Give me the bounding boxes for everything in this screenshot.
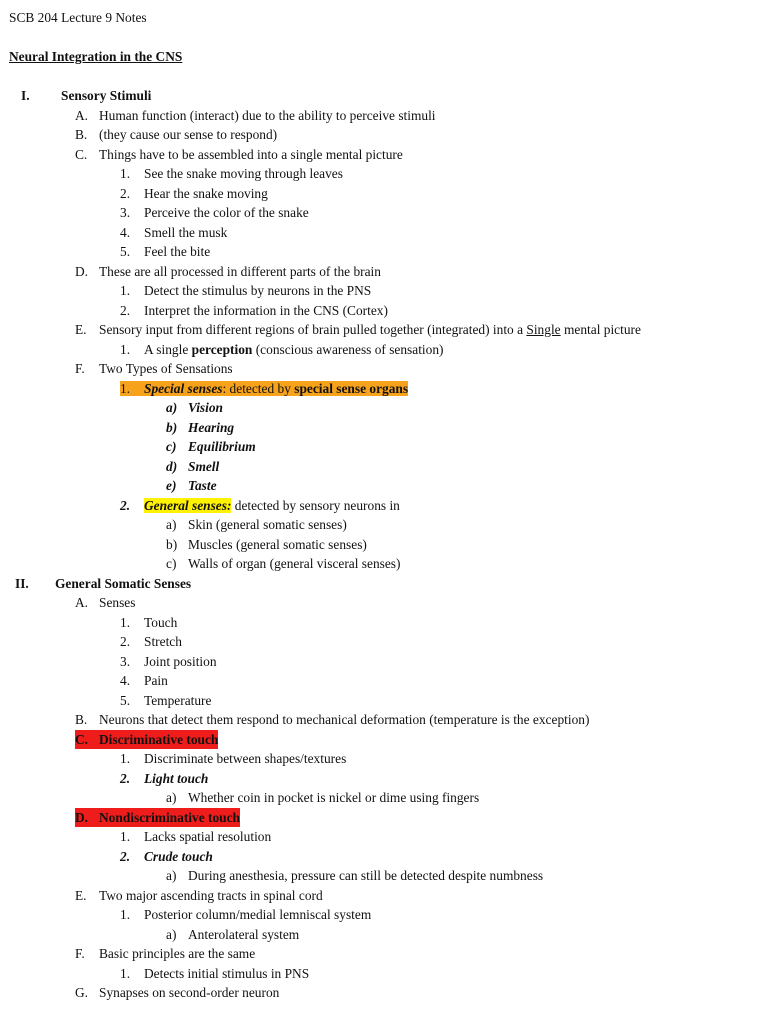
outline-item: E. Sensory input from different regions of brain pulled together (integrated) into a Single mental picture	[75, 322, 641, 337]
outline-subitem: 1. Detects initial stimulus in PNS	[120, 965, 310, 981]
outline-subitem: 2. Stretch	[120, 634, 182, 649]
outline-subsubitem: a) Skin (general somatic senses)	[166, 517, 347, 532]
outline-subitem: 4. Pain	[120, 673, 168, 688]
outline-item: C. Things have to be assembled into a single mental picture	[75, 146, 403, 162]
highlight-orange: 1. Special senses: detected by special sense organs	[120, 380, 409, 396]
outline-subitem: 5. Feel the bite	[120, 244, 211, 259]
outline-item: A. Human function (interact) due to the ability to perceive stimuli	[75, 107, 436, 123]
outline-item: D. These are all processed in different parts of the brain	[75, 263, 381, 279]
general-senses-item: 2. General senses: detected by sensory neurons in	[120, 497, 400, 513]
outline-item: B. (they cause our sense to respond)	[75, 127, 278, 142]
outline-subsubitem: d) Smell	[166, 458, 220, 474]
outline-item: F. Basic principles are the same	[75, 946, 256, 961]
nondiscriminative-touch-heading: D. Nondiscriminative touch	[75, 808, 240, 828]
outline-subsubitem: b) Muscles (general somatic senses)	[166, 536, 367, 552]
outline-subitem: 1. Posterior column/medial lemniscal system	[120, 907, 372, 922]
outline-subitem: 2. Interpret the information in the CNS (Cortex)	[120, 302, 388, 318]
outline-item: F. Two Types of Sensations	[75, 361, 233, 376]
discriminative-touch-heading: C. Discriminative touch	[75, 730, 218, 750]
section-heading: II. General Somatic Senses	[15, 575, 192, 591]
outline-subitem: 2. Hear the snake moving	[120, 185, 268, 201]
outline-item: G. Synapses on second-order neuron	[75, 985, 280, 1000]
outline-subitem: 1. Detect the stimulus by neurons in the PNS	[120, 283, 372, 298]
outline-subitem: 3. Perceive the color of the snake	[120, 205, 309, 220]
outline-subitem: 1. See the snake moving through leaves	[120, 166, 343, 181]
outline-subitem: 2. Light touch	[120, 770, 209, 786]
document-title: Neural Integration in the CNS	[9, 49, 183, 64]
outline-subitem: 2. Crude touch	[120, 848, 213, 864]
outline-subsubitem: a) Whether coin in pocket is nickel or dime using fingers	[166, 790, 480, 805]
outline-item: A. Senses	[75, 595, 136, 610]
outline-subsubitem: c) Walls of organ (general visceral senses)	[166, 556, 401, 571]
outline-subitem: 1. A single perception (conscious awareness of sensation)	[120, 341, 444, 357]
outline-subsubitem: a) During anesthesia, pressure can still be detected despite numbness	[166, 868, 544, 883]
outline-subitem: 1. Touch	[120, 614, 178, 630]
section-heading: I. Sensory Stimuli	[21, 88, 152, 103]
highlight-yellow: General senses:	[144, 497, 232, 513]
outline-subitem: 4. Smell the musk	[120, 224, 228, 240]
outline-subsubitem: a) Anterolateral system	[166, 926, 300, 942]
outline-subsubitem: c) Equilibrium	[166, 439, 256, 454]
outline-subsubitem: b) Hearing	[166, 419, 235, 435]
outline-subitem: 1. Discriminate between shapes/textures	[120, 751, 347, 766]
document-header: SCB 204 Lecture 9 Notes	[9, 10, 147, 25]
outline-subitem: 3. Joint position	[120, 653, 217, 669]
outline-item: E. Two major ascending tracts in spinal cord	[75, 887, 323, 903]
outline-item: B. Neurons that detect them respond to mechanical deformation (temperature is the exception)	[75, 712, 590, 727]
outline-subitem: 1. Lacks spatial resolution	[120, 829, 272, 844]
outline-subsubitem: a) Vision	[166, 400, 223, 415]
special-senses-item	[120, 379, 408, 399]
outline-subsubitem: e) Taste	[166, 478, 217, 493]
outline-subitem: 5. Temperature	[120, 692, 212, 708]
